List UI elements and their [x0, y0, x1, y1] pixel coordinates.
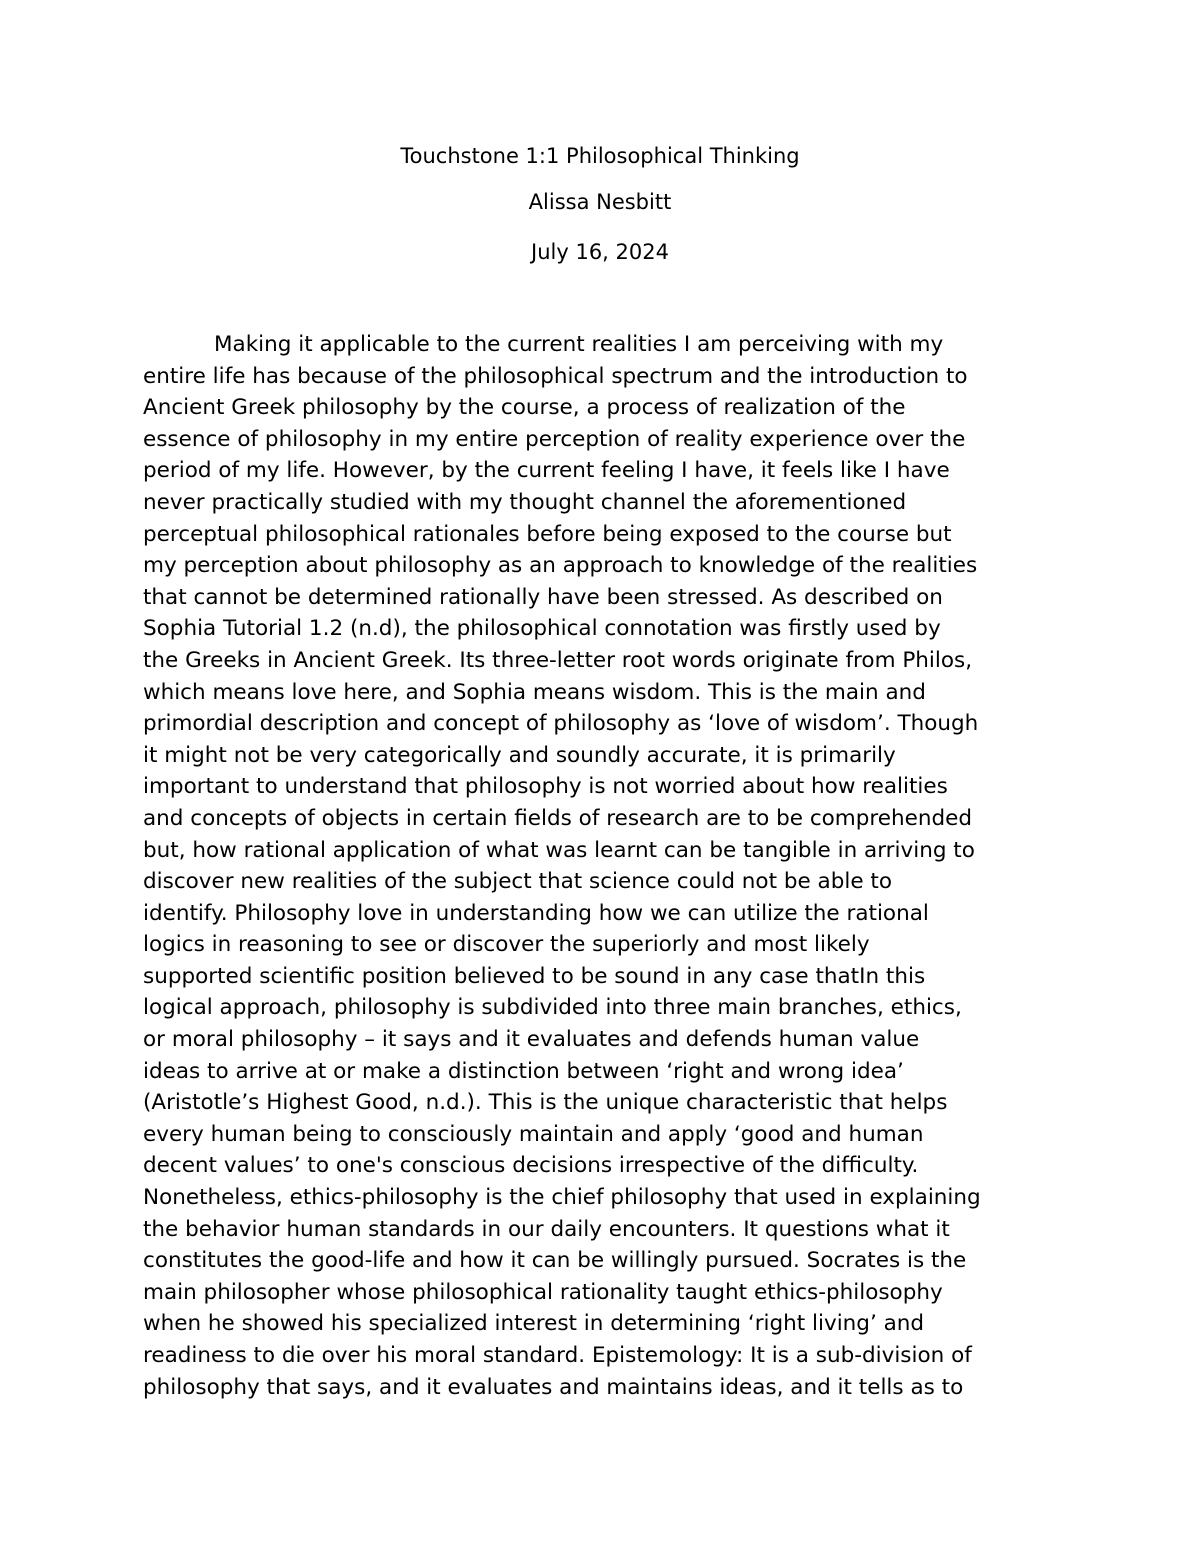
body-line: important to understand that philosophy is not worried about how realities [143, 774, 948, 800]
body-line: ideas to arrive at or make a distinction between ‘right and wrong idea’ [143, 1058, 904, 1084]
body-paragraph [143, 329, 1058, 1403]
body-line: my perception about philosophy as an approach to knowledge of the realities [143, 553, 978, 579]
body-line: logics in reasoning to see or discover the superiorly and most likely [143, 932, 870, 958]
body-line: logical approach, philosophy is subdivided into three main branches, ethics, [143, 995, 962, 1021]
body-line: identify. Philosophy love in understanding how we can utilize the rational [143, 900, 929, 926]
body-line: philosophy that says, and it evaluates and maintains ideas, and it tells as to [143, 1374, 964, 1400]
body-line: the behavior human standards in our daily encounters. It questions what it [143, 1216, 950, 1242]
body-line: every human being to consciously maintain and apply ‘good and human [143, 1121, 924, 1147]
body-line: never practically studied with my thought channel the aforementioned [143, 489, 907, 515]
body-line: but, how rational application of what was learnt can be tangible in arriving to [143, 837, 975, 863]
body-line: when he showed his specialized interest in determining ‘right living’ and [143, 1311, 925, 1337]
body-line: constitutes the good-life and how it can be willingly pursued. Socrates is the [143, 1248, 967, 1274]
document-title: Touchstone 1:1 Philosophical Thinking [400, 144, 800, 168]
body-line: essence of philosophy in my entire perception of reality experience over the [143, 426, 966, 452]
body-line: decent values’ to one's conscious decisions irrespective of the difficulty. [143, 1153, 919, 1179]
body-line: readiness to die over his moral standard. Epistemology: It is a sub-division of [143, 1343, 972, 1368]
document-date: July 16, 2024 [531, 240, 669, 264]
body-line: Ancient Greek philosophy by the course, a process of realization of the [143, 395, 906, 421]
body-line: the Greeks in Ancient Greek. Its three-letter root words originate from Philos, [143, 647, 973, 673]
body-line: perceptual philosophical rationales before being exposed to the course but [143, 521, 952, 547]
body-line: supported scientific position believed to be sound in any case thatIn this [143, 963, 926, 989]
body-line: which means love here, and Sophia means wisdom. This is the main and [143, 679, 926, 705]
body-line: that cannot be determined rationally have been stressed. As described on [143, 584, 943, 610]
body-line: entire life has because of the philosophical spectrum and the introduction to [143, 363, 968, 389]
body-line: Nonetheless, ethics-philosophy is the chief philosophy that used in explaining [143, 1185, 981, 1211]
body-line: or moral philosophy – it says and it evaluates and defends human value [143, 1027, 920, 1053]
body-line: primordial description and concept of philosophy as ‘love of wisdom’. Though [143, 711, 979, 737]
body-line: main philosopher whose philosophical rationality taught ethics-philosophy [143, 1279, 943, 1305]
body-line: and concepts of objects in certain fields of research are to be comprehended [143, 805, 972, 831]
body-line: Sophia Tutorial 1.2 (n.d), the philosophical connotation was firstly used by [143, 616, 941, 642]
body-line: period of my life. However, by the current feeling I have, it feels like I have [143, 458, 950, 484]
body-line: discover new realities of the subject that science could not be able to [143, 869, 892, 895]
body-line: Making it applicable to the current realities I am perceiving with my [214, 332, 944, 357]
author-name: Alissa Nesbitt [528, 190, 672, 214]
body-line: (Aristotle’s Highest Good, n.d.). This is the unique characteristic that helps [143, 1090, 948, 1116]
body-line: it might not be very categorically and soundly accurate, it is primarily [143, 742, 896, 768]
